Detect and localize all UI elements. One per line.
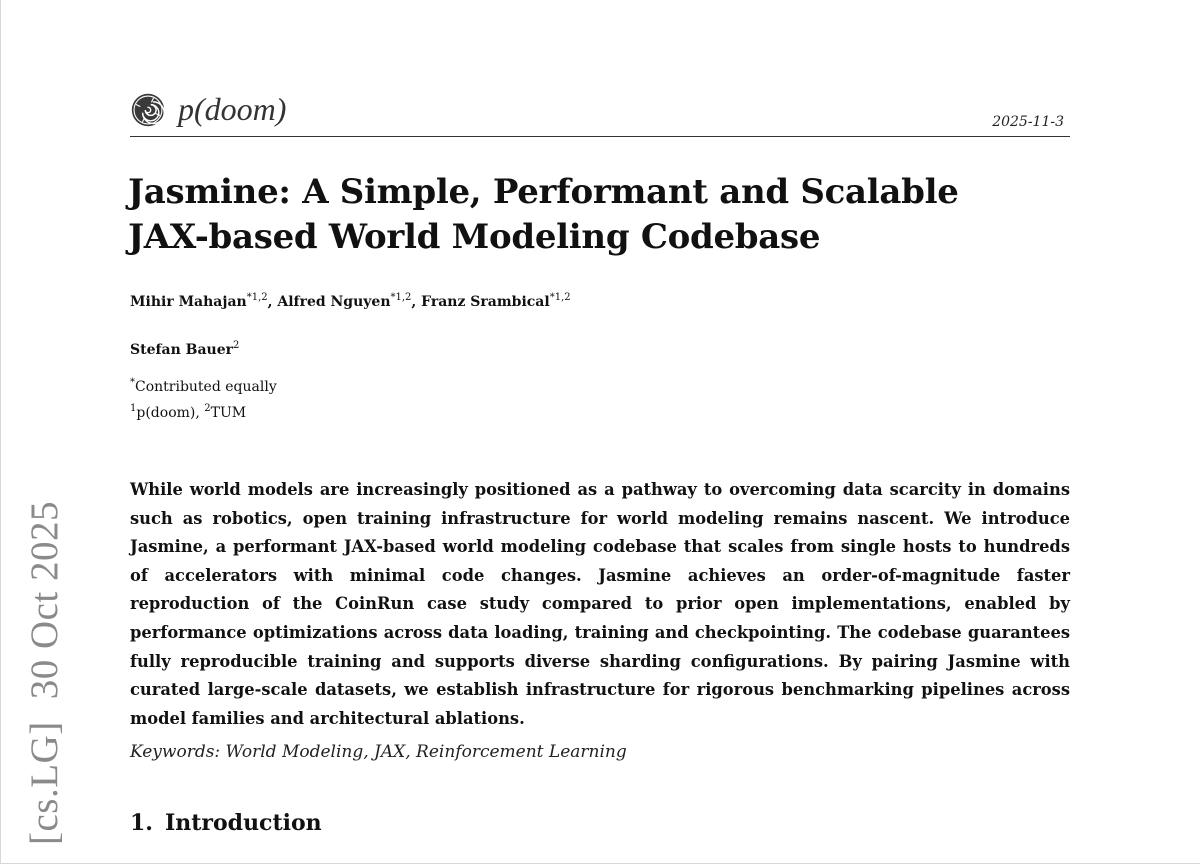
paper-title	[128, 170, 959, 260]
section-number: 1.	[130, 810, 153, 836]
title-line-2: JAX-based World Modeling Codebase	[128, 217, 821, 257]
keywords: Keywords: World Modeling, JAX, Reinforcement Learning	[130, 742, 627, 762]
paper-date: 2025-11-3	[992, 114, 1064, 130]
author-list	[130, 294, 571, 310]
equal-contribution-note	[130, 379, 277, 395]
spiral-seal-icon	[130, 92, 166, 128]
author-name: Mihir Mahajan	[130, 294, 247, 310]
section-heading-introduction	[130, 810, 322, 836]
author-affiliation-marks: *1,2	[246, 292, 268, 303]
organization-logo	[130, 91, 286, 128]
affiliation-mark: 2	[204, 403, 211, 414]
author-separator: ,	[411, 294, 422, 310]
title-line-1: Jasmine: A Simple, Performant and Scalable	[128, 172, 959, 212]
author-affiliation-marks: *1,2	[390, 292, 412, 303]
paper-header	[130, 86, 1070, 137]
affiliation-mark: 1	[130, 403, 137, 414]
author-affiliation-marks: 2	[233, 340, 240, 351]
note-text: Contributed equally	[135, 379, 277, 395]
author-name: Franz Srambical	[421, 294, 550, 310]
arxiv-category: [cs.LG]	[23, 721, 66, 845]
author-name: Alfred Nguyen	[277, 294, 391, 310]
author-name: Stefan Bauer	[130, 342, 233, 358]
arxiv-date: 30 Oct 2025	[23, 500, 66, 700]
author-list-second-line	[130, 342, 239, 358]
author-affiliation-marks: *1,2	[549, 292, 571, 303]
organization-name: p(doom)	[178, 91, 287, 127]
author-separator: ,	[267, 294, 278, 310]
note-mark: *	[130, 377, 135, 388]
abstract: While world models are increasingly positioned as a pathway to overcoming data scarcity in domains such as robotics, open training infrastructure for world modeling remains nascent. We introduce Jasmine, a performant JAX-based world modeling codebase that scales from single hosts to hundreds of accelerators with minimal code changes. Jasmine achieves an order-of-magnitude faster reproduction of the CoinRun case study compared to prior open implementations, enabled by performance optimizations across data loading, training and checkpointing. The codebase guarantees fully reproducible training and supports diverse sharding configurations. By pairing Jasmine with curated large-scale datasets, we establish infrastructure for rigorous benchmarking pipelines across model families and architectural ablations.	[130, 480, 1070, 728]
affiliation-list	[130, 405, 246, 421]
affiliation-name: TUM	[210, 405, 247, 421]
section-title: Introduction	[164, 810, 322, 836]
affiliation-name: p(doom),	[136, 405, 205, 421]
arxiv-margin-stamp	[22, 501, 67, 845]
